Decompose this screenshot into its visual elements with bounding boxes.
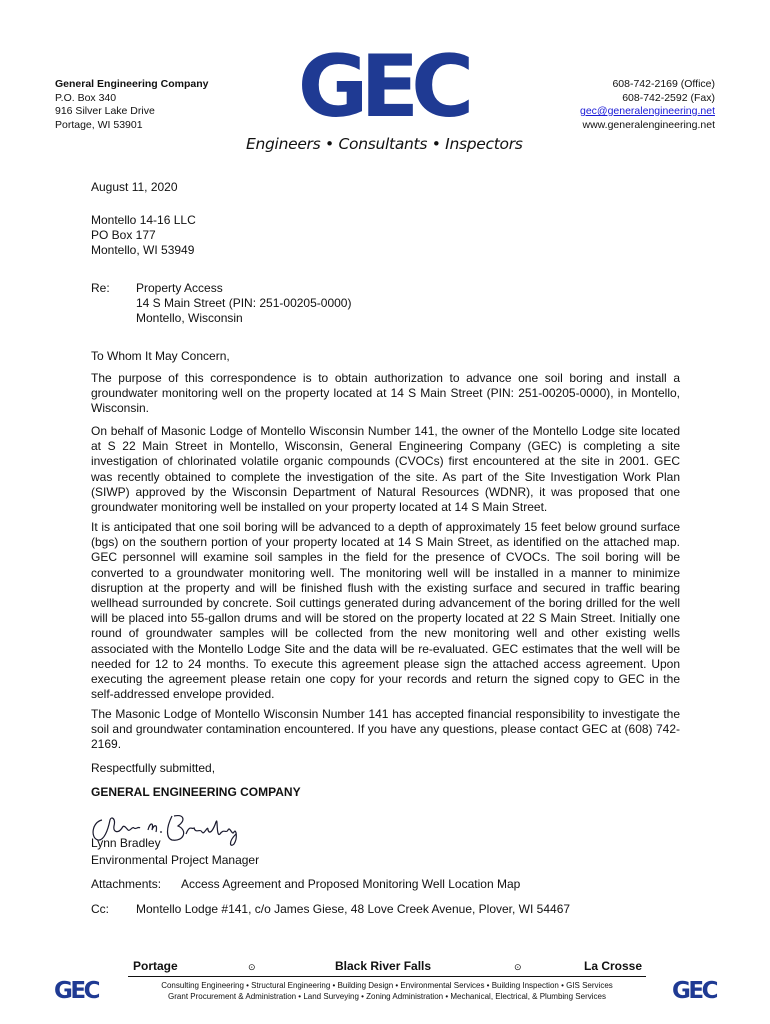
signer-name: Lynn Bradley [91, 836, 161, 850]
phone-office: 608-742-2169 (Office) [612, 78, 715, 90]
website-link[interactable]: www.generalengineering.net [582, 118, 715, 131]
contact-block [580, 78, 715, 132]
gec-logo [285, 48, 480, 123]
company-tagline: Engineers • Consultants • Inspectors [246, 135, 523, 153]
email-link[interactable]: gec@generalengineering.net [579, 105, 715, 117]
footer-city-portage: Portage [133, 959, 178, 973]
sender-po-box: P.O. Box 340 [55, 91, 117, 104]
re-block [136, 281, 536, 327]
sender-city: Portage, WI 53901 [55, 118, 143, 131]
paragraph-purpose: The purpose of this correspondence is to obtain authorization to advance one soil boring and install a groundwater monitoring well on the property located at 14 S Main Street (PIN: 251-00205-0000), in Montello, Wisconsin. [91, 371, 680, 416]
recipient-name: Montello 14-16 LLC [91, 213, 196, 227]
footer-logo-right [670, 978, 718, 1000]
re-address: 14 S Main Street (PIN: 251-00205-0000) [136, 296, 352, 311]
recipient-city: Montello, WI 53949 [91, 243, 195, 258]
paragraph-responsibility: The Masonic Lodge of Montello Wisconsin Number 141 has accepted financial responsibility to investigate the soil and groundwater contamination encountered. If you have any questions, please contact GEC at (608) 742-2169. [91, 707, 680, 752]
footer-bullet-icon: ⊙ [248, 962, 256, 972]
cc-label: Cc: [91, 902, 109, 916]
footer-logo-left-text: GEC [54, 978, 98, 1000]
salutation: To Whom It May Concern, [91, 349, 230, 363]
re-label: Re: [91, 281, 110, 295]
footer-logo-right-text: GEC [672, 978, 716, 1000]
sender-street: 916 Silver Lake Drive [55, 105, 155, 117]
closing-company: GENERAL ENGINEERING COMPANY [91, 785, 301, 799]
paragraph-scope: It is anticipated that one soil boring will be advanced to a depth of approximately 15 feet below ground surface (bgs) on the southern portion of your property located at 14 S Main Street, as identified on the attached map. GEC personnel will examine soil samples in the field for the presence of CVOCs. The soil boring will be converted to a groundwater monitoring well. The monitoring well will be installed in a manner to minimize disruption at the property and will be finished flush with the existing surface and secured in traffic bearing wellhead surrounded by concrete. Soil cuttings generated during advancement of the boring drilled for the well will be placed into 55-gallon drums and will be stored on the property located at 22 S Main Street. Initially one round of groundwater samples will be collected from the new monitoring well and other existing wells associated with the Montello Lodge Site and the data will be re-evaluated. GEC estimates that the well will be needed for 12 to 24 months. To execute this agreement please sign the attached access agreement. Upon executing the agreement please retain one copy for your records and return the signed copy to GEC in the self-addressed envelope provided. [91, 520, 680, 702]
footer-logo-left [52, 978, 100, 1000]
letter-date: August 11, 2020 [91, 180, 178, 194]
closing: Respectfully submitted, [91, 761, 216, 775]
footer-services-line2: Grant Procurement & Administration • Land Surveying • Zoning Administration • Mechanical, Electrical, & Plumbing Services [168, 992, 606, 1001]
gec-logo-text: GEC [297, 48, 467, 123]
footer-services-line1: Consulting Engineering • Structural Engineering • Building Design • Environmental Services • Building Inspection • GIS Services [161, 981, 613, 990]
attachments-text: Access Agreement and Proposed Monitoring Well Location Map [181, 877, 521, 891]
sender-address-block [55, 78, 208, 132]
footer-bullet-icon: ⊙ [514, 962, 522, 972]
signer-title: Environmental Project Manager [91, 853, 260, 867]
re-city: Montello, Wisconsin [136, 311, 243, 326]
sender-company: General Engineering Company [55, 78, 209, 90]
recipient-block [91, 213, 680, 259]
footer-city-black-river-falls: Black River Falls [335, 959, 432, 973]
attachments-label: Attachments: [91, 877, 162, 891]
footer-divider [128, 976, 646, 977]
cc-text: Montello Lodge #141, c/o James Giese, 48 Love Creek Avenue, Plover, WI 54467 [136, 902, 571, 916]
re-subject: Property Access [136, 281, 223, 295]
recipient-po-box: PO Box 177 [91, 228, 156, 243]
footer-city-la-crosse: La Crosse [584, 959, 643, 973]
paragraph-background: On behalf of Masonic Lodge of Montello Wisconsin Number 141, the owner of the Montello Lodge site located at S 22 Main Street in Montello, Wisconsin, General Engineering Company (GEC) is completing a site investigation of chlorinated volatile organic compounds (CVOCs) first encountered at the site in 2001. GEC was recently obtained to complete the investigation of the site. As part of the Site Investigation Work Plan (SIWP) approved by the Wisconsin Department of Natural Resources (WDNR), it was proposed that one groundwater monitoring well be installed on your property located at 14 S Main Street. [91, 424, 680, 515]
phone-fax: 608-742-2592 (Fax) [622, 91, 715, 104]
